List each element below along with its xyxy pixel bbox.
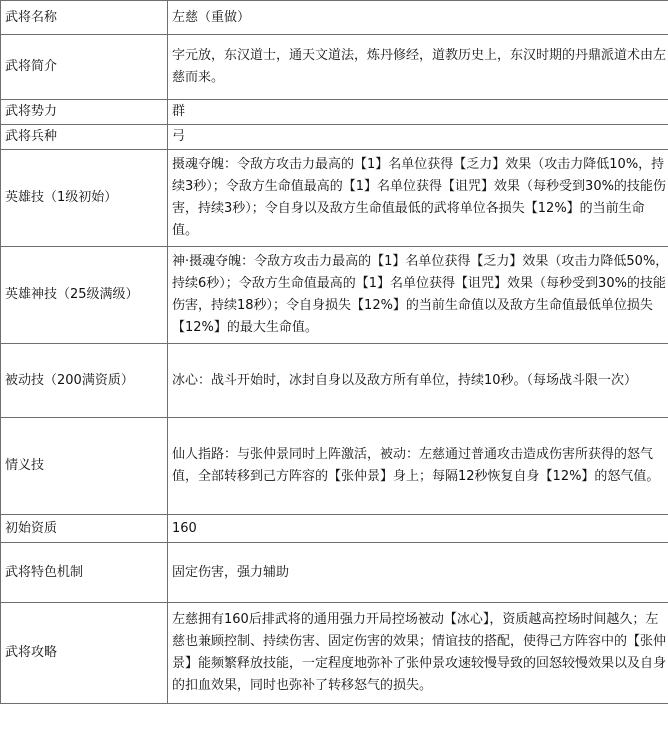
table-row: [1, 100, 668, 125]
row-label-intro: 武将简介: [1, 35, 168, 100]
row-value-strategy: 左慈拥有160后排武将的通用强力开局控场被动【冰心】，资质越高控场时间越久；左慈也兼顾控制、持续伤害、固定伤害的效果；情谊技的搭配，使得己方阵容中的【张仲景】能频繁释放技能，一定程度地弥补了张仲景攻速较慢导致的回怒较慢效果以及自身的扣血效果，同时也弥补了转移怒气的损失。: [168, 603, 668, 704]
table-row: [1, 247, 668, 344]
table-row: [1, 125, 668, 150]
row-label-name: 武将名称: [1, 1, 168, 35]
row-label-bond-skill: 情义技: [1, 418, 168, 515]
row-value-name: 左慈（重做）: [168, 1, 668, 35]
row-label-hero-divine-skill: 英雄神技（25级满级）: [1, 247, 168, 344]
row-label-strategy: 武将攻略: [1, 603, 168, 704]
table-row: [1, 344, 668, 418]
row-value-bond-skill: 仙人指路：与张仲景同时上阵激活，被动：左慈通过普通攻击造成伤害所获得的怒气值，全部转移到己方阵容的【张仲景】身上；每隔12秒恢复自身【12%】的怒气值。: [168, 418, 668, 515]
table-row: [1, 35, 668, 100]
table-row: [1, 603, 668, 704]
row-value-faction: 群: [168, 100, 668, 125]
table-row: [1, 1, 668, 35]
row-label-passive-skill: 被动技（200满资质）: [1, 344, 168, 418]
row-value-initial-aptitude: 160: [168, 515, 668, 543]
row-label-mechanics: 武将特色机制: [1, 543, 168, 603]
row-value-mechanics: 固定伤害，强力辅助: [168, 543, 668, 603]
table-row: [1, 515, 668, 543]
table-row: [1, 543, 668, 603]
row-value-passive-skill: 冰心：战斗开始时，冰封自身以及敌方所有单位，持续10秒。（每场战斗限一次）: [168, 344, 668, 418]
row-label-faction: 武将势力: [1, 100, 168, 125]
row-label-troop-type: 武将兵种: [1, 125, 168, 150]
row-label-initial-aptitude: 初始资质: [1, 515, 168, 543]
table-row: [1, 418, 668, 515]
row-label-hero-skill: 英雄技（1级初始）: [1, 150, 168, 247]
table-row: [1, 150, 668, 247]
row-value-hero-divine-skill: 神·摄魂夺魄：令敌方攻击力最高的【1】名单位获得【乏力】效果（攻击力降低50%，持续6秒）；令敌方生命值最高的【1】名单位获得【诅咒】效果（每秒受到30%的技能伤害，持续18秒）；令自身损失【12%】的当前生命值以及敌方生命值最低单位损失【12%】的最大生命值。: [168, 247, 668, 344]
row-value-hero-skill: 摄魂夺魄：令敌方攻击力最高的【1】名单位获得【乏力】效果（攻击力降低10%，持续3秒）；令敌方生命值最高的【1】名单位获得【诅咒】效果（每秒受到30%的技能伤害，持续3秒）；令自身以及敌方生命值最低的武将单位各损失【12%】的当前生命值。: [168, 150, 668, 247]
row-value-troop-type: 弓: [168, 125, 668, 150]
row-value-intro: 字元放，东汉道士，通天文道法，炼丹修经，道教历史上，东汉时期的丹鼎派道术由左慈而来。: [168, 35, 668, 100]
